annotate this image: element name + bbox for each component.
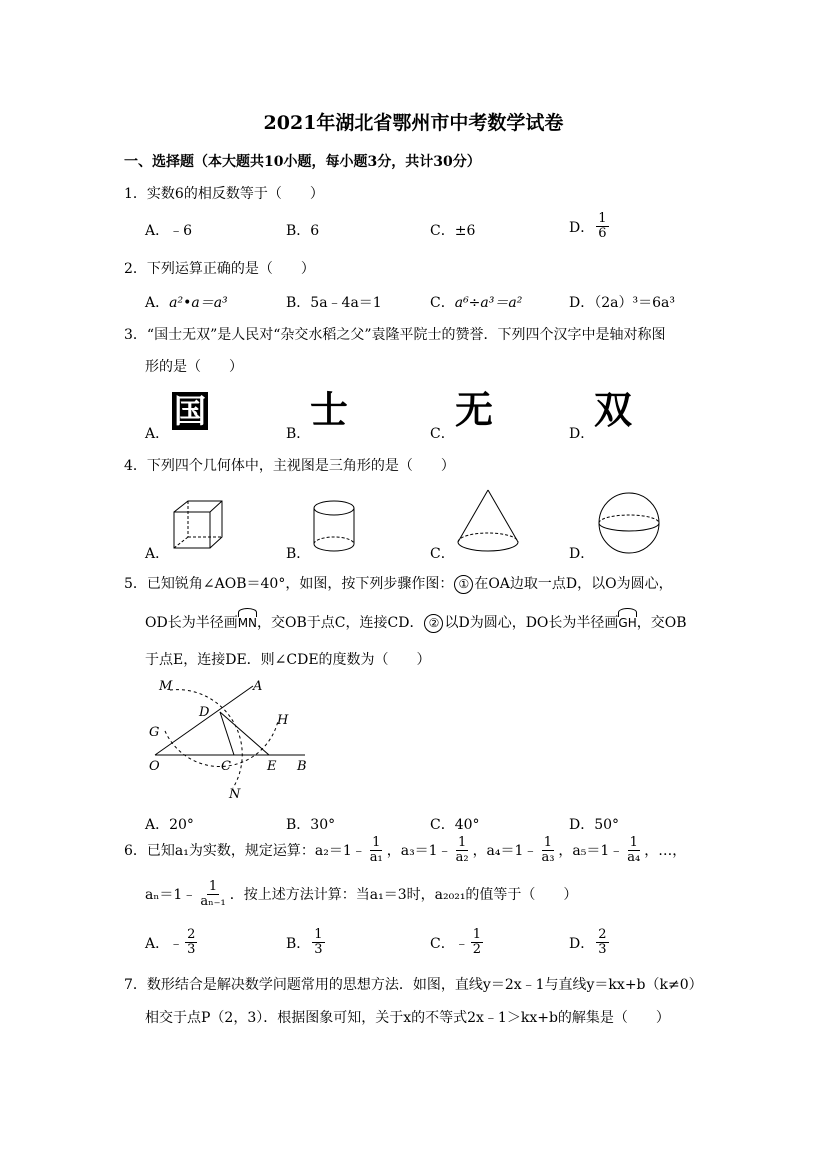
question-3-stem-line2: 形的是（ ）	[145, 359, 243, 375]
q6-e5: ，a₅＝1﹣	[558, 842, 624, 859]
q5-line2-b: ，交OB于点C，连接CD．	[257, 615, 424, 631]
question-5-line1	[124, 574, 673, 594]
sphere-figure	[596, 490, 662, 556]
q6-b-den: 3	[314, 942, 323, 958]
q5-line2-c: 以D为圆心，DO长为半径画	[444, 615, 619, 631]
q2-option-b: B．5a﹣4a＝1	[286, 295, 382, 311]
label-h: H	[277, 713, 289, 728]
q2-a-label: A．	[145, 295, 170, 311]
q3-char-guo: 国	[174, 392, 207, 430]
q6-f2-den: a₁	[369, 850, 383, 866]
q6-d-num: 2	[598, 927, 607, 942]
q6-f5-den: a₄	[627, 850, 641, 866]
q6-c-label: C．﹣	[430, 935, 469, 952]
q6-e4: ，a₄＝1﹣	[472, 842, 538, 859]
q6-line2-b: ．按上述方法计算：当a₁＝3时，a₂₀₂₁的值等于（ ）	[229, 886, 578, 903]
q6-a-label: A．﹣	[145, 935, 184, 952]
q6-c-num: 1	[472, 927, 481, 942]
q5-line2-a: OD长为半径画	[145, 615, 238, 631]
q2-option-c	[430, 292, 522, 312]
label-e: E	[267, 759, 277, 774]
q2-d-label: D．	[569, 295, 595, 311]
question-6-line2	[145, 880, 577, 910]
q1-option-a: A．﹣6	[145, 223, 193, 239]
q6-line1-a: 6．已知a₁为实数，规定运算：	[124, 842, 315, 859]
page-title: 2021年湖北省鄂州市中考数学试卷	[263, 112, 564, 134]
q3-option-b: B．	[286, 426, 311, 442]
q6-option-d	[569, 928, 611, 958]
q3-option-a: A．	[145, 426, 170, 442]
q5-option-a: A．20°	[145, 817, 194, 833]
q5-line1-a: 5．已知锐角∠AOB＝40°，如图，按下列步骤作图：	[124, 576, 454, 592]
q6-a-num: 2	[187, 927, 196, 942]
label-a: A	[253, 679, 263, 694]
q5-line1-b: 在OA边取一点D，以O为圆心，	[474, 576, 673, 592]
q5-option-c: C．40°	[430, 817, 480, 833]
label-c: C	[221, 759, 231, 774]
q1-d-label: D．	[569, 219, 595, 236]
q2-c-expr: a⁶÷a³＝a²	[454, 295, 523, 311]
q6-line2-a: aₙ＝1﹣	[145, 886, 197, 903]
q6-f3-num: 1	[457, 835, 467, 850]
q5-arc-mn: MN	[238, 613, 257, 633]
q4-option-a: A．	[145, 546, 170, 562]
q6-d-den: 3	[598, 942, 607, 958]
q6-e2: a₂＝1﹣	[314, 842, 366, 859]
q3-char-shi: 士	[310, 388, 349, 432]
q5-option-d: D．50°	[569, 817, 620, 833]
q3-option-d: D．	[569, 426, 595, 442]
q1-d-num: 1	[598, 211, 607, 226]
label-g: G	[149, 725, 160, 740]
q6-f2-num: 1	[372, 835, 381, 850]
q6-f3-den: a₂	[455, 850, 469, 866]
q6-fn-num: 1	[208, 879, 218, 894]
label-b: B	[297, 759, 307, 774]
label-n: N	[229, 787, 241, 802]
question-5-line3: 于点E，连接DE．则∠CDE的度数为（ ）	[145, 652, 431, 668]
q6-d-label: D．	[569, 935, 595, 952]
q5-option-b: B．30°	[286, 817, 336, 833]
q6-b-label: B．	[286, 935, 311, 952]
q3-char-shuang: 双	[594, 388, 633, 432]
q2-a-expr: a²•a＝a³	[169, 295, 228, 311]
q6-e3: ，a₃＝1﹣	[386, 842, 452, 859]
label-o: O	[149, 759, 160, 774]
q5-construction-figure	[145, 676, 315, 804]
q1-option-b: B．6	[286, 223, 320, 239]
q2-option-d	[569, 292, 675, 312]
q6-a-den: 3	[187, 942, 196, 958]
q6-tail: ，…，	[644, 842, 687, 859]
q2-d-expr: （2a）³＝6a³	[594, 295, 675, 311]
q6-f4-den: a₃	[541, 850, 555, 866]
cube-figure	[170, 498, 226, 552]
question-6-line1	[124, 836, 686, 866]
q6-f4-num: 1	[543, 835, 553, 850]
q6-b-num: 1	[314, 927, 323, 942]
question-7-line1: 7．数形结合是解决数学问题常用的思想方法．如图，直线y＝2x﹣1与直线y＝kx+b（k≠0）	[124, 977, 703, 993]
q1-option-c: C．±6	[430, 223, 476, 239]
q6-fn-den: aₙ₋₁	[200, 894, 226, 910]
question-7-line2: 相交于点P（2，3）．根据图象可知，关于x的不等式2x﹣1＞kx+b的解集是（ ）	[145, 1010, 670, 1026]
q5-arc-gh: GH	[618, 613, 636, 633]
q6-option-c	[430, 928, 485, 958]
question-1-stem: 1．实数6的相反数等于（ ）	[124, 186, 324, 202]
q6-option-a	[145, 928, 199, 958]
q6-option-b	[286, 928, 327, 958]
q5-step1-mark: ①	[454, 575, 473, 594]
question-5-line2	[145, 613, 687, 633]
question-2-stem: 2．下列运算正确的是（ ）	[124, 261, 315, 277]
q3-char-wu: 无	[455, 388, 494, 432]
q3-option-c: C．	[430, 426, 455, 442]
q6-c-den: 2	[472, 942, 481, 958]
label-m: M	[159, 679, 173, 694]
cone-figure	[455, 488, 521, 556]
q6-f5-num: 1	[629, 835, 638, 850]
q4-option-d: D．	[569, 546, 595, 562]
q2-c-label: C．	[430, 295, 455, 311]
q4-option-b: B．	[286, 546, 311, 562]
question-3-stem-line1: 3．“国士无双”是人民对“杂交水稻之父”袁隆平院士的赞誉．下列四个汉字中是轴对称图	[124, 327, 666, 343]
q1-option-d	[569, 212, 611, 242]
q5-line2-d: ，交OB	[636, 615, 687, 631]
cylinder-figure	[310, 498, 358, 554]
question-4-stem: 4．下列四个几何体中，主视图是三角形的是（ ）	[124, 458, 455, 474]
q4-option-c: C．	[430, 546, 455, 562]
q5-step2-mark: ②	[424, 614, 443, 633]
q1-d-den: 6	[598, 226, 607, 242]
label-d: D	[199, 705, 210, 720]
section-heading: 一、选择题（本大题共10小题，每小题3分，共计30分）	[124, 154, 481, 170]
q2-option-a	[145, 292, 228, 312]
